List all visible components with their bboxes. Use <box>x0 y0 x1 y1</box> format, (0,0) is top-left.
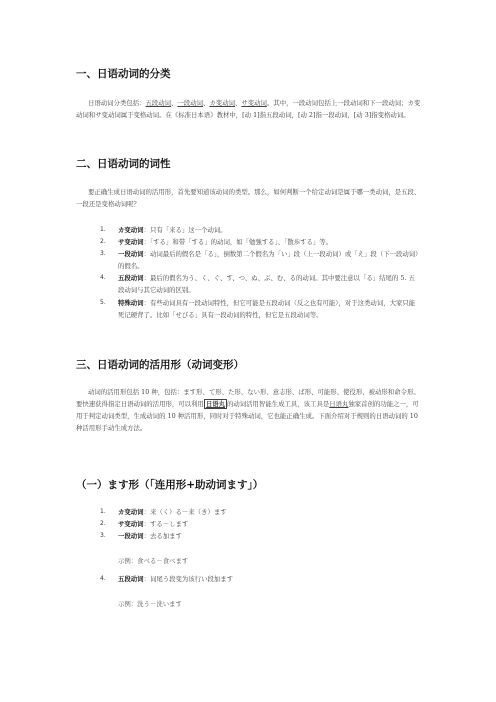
example-text: 示例：食べる－食べます <box>118 557 189 565</box>
list-item: 4. 五段动词：最后的假名为う、く、ぐ、す、つ、ぬ、ぶ、む、る的动词。其中要注意以「る」结尾的 5. 五段动词与其它动词的区别。 <box>100 274 415 295</box>
list-item: 4. 五段动词：词尾う段变为该行い段加ます <box>100 575 234 583</box>
link-ichidan[interactable]: 一段动词 <box>177 99 204 107</box>
section2-paragraph: 要正确生成日语动词的活用形，首先要知道该动词的类型。那么，如何判断一个给定动词是属于哪一类动词，是五段、一段还是变格动词呢？ <box>76 188 421 209</box>
list-item: 5. 特殊动词：有些动词具有一段动词特性，但它可能是五段动词（反之也有可能），对于这类动词，大家只能死记硬背了。比如「せびる」具有一段动词的特性，但它是五段动词等。 <box>100 298 416 319</box>
link-nihongomaru[interactable]: 日语丸 <box>329 400 349 409</box>
masu-form-list-continued <box>100 573 420 585</box>
section1-heading: 一、日语动词的分类 <box>76 68 171 80</box>
link-godan[interactable]: 五段动词 <box>145 99 172 107</box>
section2-heading: 二、日语动词的词性 <box>76 158 171 170</box>
list-item: 2. サ变动词：する－します <box>100 520 189 529</box>
verb-type-list <box>100 224 420 321</box>
list-item: 1. カ变动词：只有「来る」这一个动词。 <box>100 226 227 234</box>
section3-heading: 三、日语动词的活用形（动词变形） <box>76 359 244 371</box>
list-item: 3. 一段动词：动词最后的假名是「る」，倒数第二个假名为「い」段（上一段动词）或「え」段（下一段动词）的假名。 <box>100 250 419 271</box>
masu-form-list <box>100 506 420 542</box>
example-text: 示例：洗う－洗います <box>118 600 182 608</box>
section4-heading: （一）ます形（「连用形+助动词ます」） <box>76 479 264 491</box>
link-sa-hen[interactable]: サ变动词 <box>241 99 267 107</box>
list-item: 2. サ变动词：「する」和带「する」的动词，如「勉強する」、「散歩する」等。 <box>100 238 333 247</box>
section1-paragraph: 日语动词分类包括：五段动词、一段动词、カ变动词、サ变动词。其中，一段动词包括上一段动词和下一段动词；カ变动词和サ变动词属于变格动词。在《标准日本语》教材中，[动 1]指五段动词，[动 2]指一段动词，[动 3]指变格动词。 <box>76 99 421 120</box>
list-item: 3. 一段动词：去る加ます <box>100 532 182 541</box>
link-nihongomaru-boxed[interactable]: 日语丸 <box>205 400 225 409</box>
link-ka-hen[interactable]: カ变动词 <box>209 99 235 107</box>
list-item: 1. カ变动词：来（く）る－来（き）ます <box>100 508 227 516</box>
section3-paragraph: 动词的活用形包括 10 种，包括：ます形、て形、た形、ない形、意志形、ば形、可能形、使役形、被动形和命令形。要快速获得指定日语动词的活用形，可以利用 日语丸 的动词活用智能生成工具，该工具是日语丸独家首创的功能之一，可用于判定动词类型，生成动词的 10 种活用形，同时对于特殊动词，它也能正确生成。下面介绍对于规则的日语动词的 10 种活用形手动生成方法。 <box>76 388 420 433</box>
